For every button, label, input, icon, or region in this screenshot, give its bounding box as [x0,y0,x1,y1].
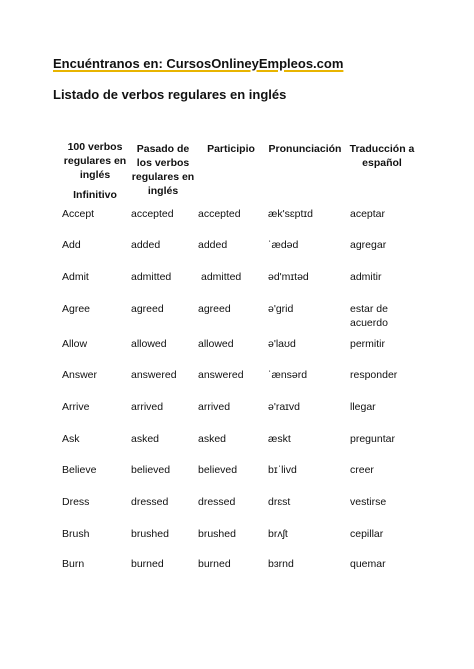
cell-infinitive: Dress [62,496,90,508]
cell-pronunciation: bɪˈlivd [268,464,297,476]
cell-participle: agreed [198,303,231,315]
cell-past: agreed [131,303,164,315]
document-title: Listado de verbos regulares en inglés [53,87,287,102]
cell-translation: aceptar [350,208,386,220]
cell-infinitive: Brush [62,528,90,540]
cell-translation: permitir [350,338,386,350]
cell-translation: llegar [350,401,376,413]
cell-pronunciation: æk'sɛptɪd [268,208,313,220]
cell-translation: agregar [350,239,387,251]
cell-past: arrived [131,401,164,413]
cell-translation: vestirse [350,496,387,508]
cell-infinitive: Admit [62,271,89,283]
cell-participle: burned [198,558,231,570]
cell-participle: allowed [198,338,234,350]
cell-infinitive: Burn [62,558,85,570]
header-infinitive-sub: Infinitivo [73,189,117,201]
cell-translation: preguntar [350,433,395,445]
cell-infinitive: Ask [62,433,80,445]
cell-participle: dressed [198,496,236,508]
cell-translation: admitir [350,271,382,283]
cell-past: believed [131,464,171,476]
cell-infinitive: Accept [62,208,95,220]
cell-past: allowed [131,338,167,350]
header-infinitive: 100 verbos regulares en inglés Infinitivo [55,140,135,202]
header-participle: Participio [207,143,255,155]
cell-participle: arrived [198,401,231,413]
cell-infinitive: Agree [62,303,91,315]
cell-past: burned [131,558,164,570]
cell-infinitive: Answer [62,369,98,381]
cell-past: admitted [131,271,172,283]
cell-pronunciation: ˈædəd [268,239,299,251]
cell-translation: cepillar [350,528,384,540]
cell-past: added [131,239,161,251]
cell-pronunciation: ə'grid [268,303,294,315]
cell-infinitive: Believe [62,464,97,476]
cell-pronunciation: ə'raɪvd [268,401,301,413]
cell-pronunciation: æskt [268,433,291,445]
cell-pronunciation: ə'laʊd [268,338,296,350]
cell-pronunciation: bɜrnd [268,558,294,570]
cell-past: brushed [131,528,169,540]
cell-participle: brushed [198,528,236,540]
cell-infinitive: Allow [62,338,88,350]
header-translation: Traducción a español [349,143,415,169]
cell-participle: accepted [198,208,241,220]
cell-pronunciation: brʌʃt [268,528,288,540]
site-link[interactable]: Encuéntranos en: CursosOnlineyEmpleos.com [53,56,344,71]
cell-past: accepted [131,208,174,220]
header-past: Pasado de los verbos regulares en inglés [131,143,195,197]
cell-past: asked [131,433,160,445]
cell-pronunciation: ˈænsərd [268,369,308,381]
cell-participle: believed [198,464,238,476]
cell-translation: creer [350,464,374,476]
cell-pronunciation: drɛst [268,496,291,508]
cell-past: dressed [131,496,169,508]
cell-infinitive: Arrive [62,401,90,413]
cell-participle: asked [198,433,227,445]
header-pronunciation: Pronunciación [268,143,342,155]
cell-infinitive: Add [62,239,81,251]
cell-participle: admitted [201,271,242,283]
cell-past: answered [131,369,177,381]
cell-participle: added [198,239,228,251]
cell-translation: estar de acuerdo [350,303,388,329]
cell-translation: quemar [350,558,386,570]
cell-translation: responder [350,369,398,381]
cell-participle: answered [198,369,244,381]
cell-pronunciation: əd'mɪtəd [268,271,309,283]
